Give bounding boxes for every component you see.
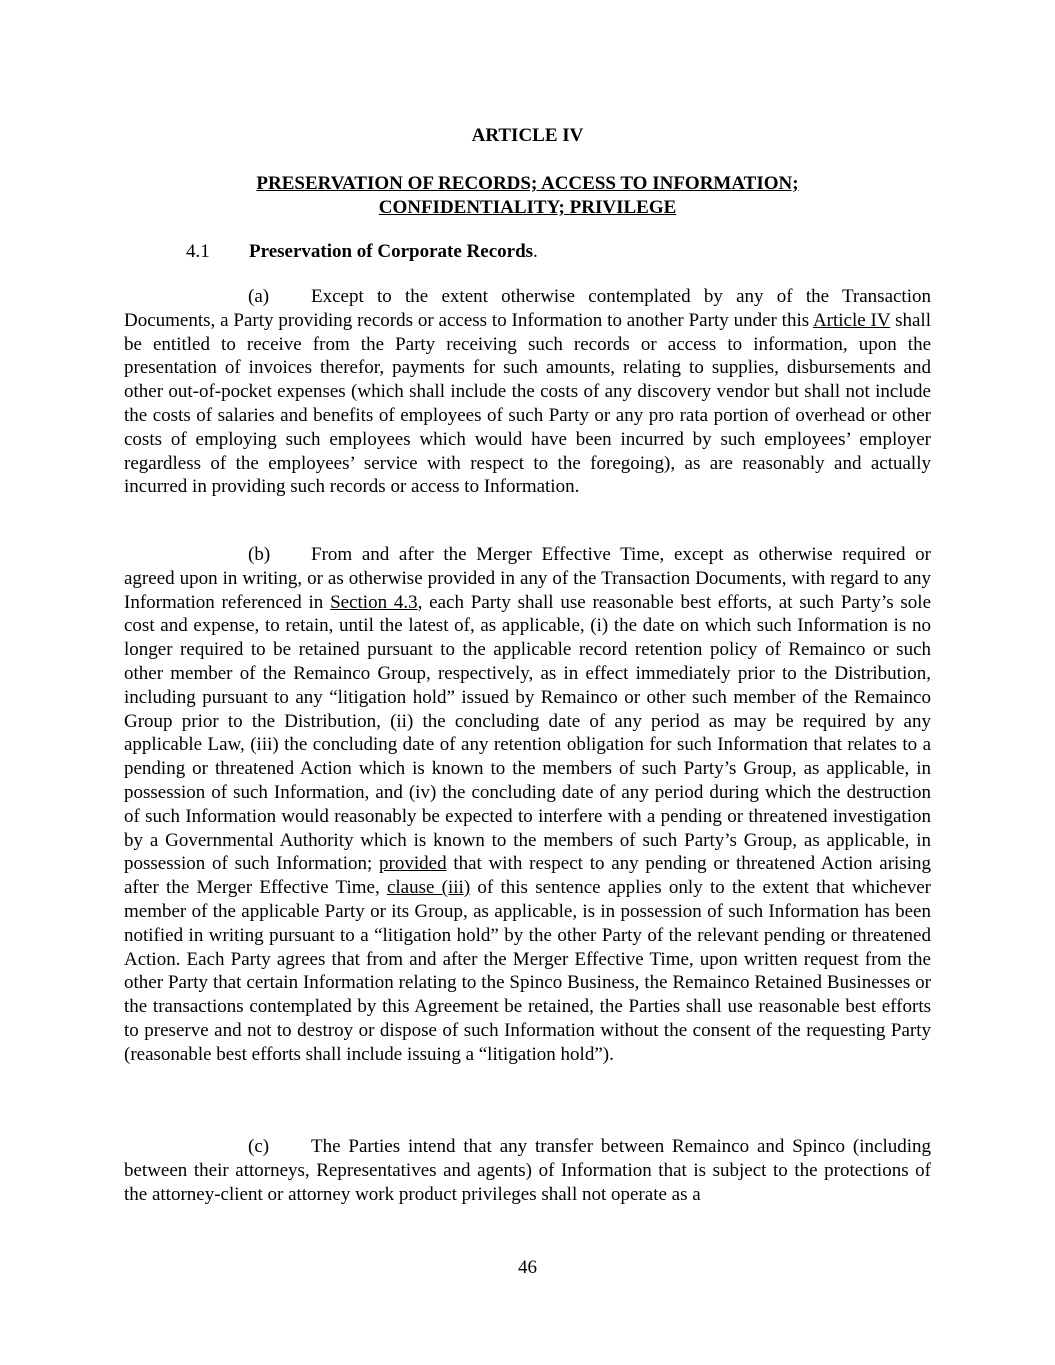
page-number: 46 (518, 1257, 537, 1278)
paragraph-b-label: (b) (248, 544, 271, 565)
paragraph-b-text-4: of this sentence applies only to the extent that whichever member of the applicable Party or its Group, as applicable, is in possession of such Information has been notified in writing pursuant to a “litigation hold” by the other Party of the relevant pending or threatened Action. Each Party agrees that from and after the Merger Effective Time, upon written request from the other Party that certain Information relating to the Spinco Business, the Remainco Retained Businesses or the transactions contemplated by this Agreement be retained, the Parties shall use reasonable best efforts to preserve and not to destroy or dispose of such Information without the consent of the requesting Party (reasonable best efforts shall include issuing a “litigation hold”). (124, 877, 931, 1065)
section-4-3-reference: Section 4.3 (330, 591, 418, 613)
paragraph-b (124, 543, 931, 1067)
article-subtitle (0, 172, 1055, 220)
provided-term: provided (379, 853, 447, 875)
paragraph-a-text-1: Except to the extent otherwise contemplated by any of the Transaction Documents, a Party providing records or access to Information to another Party under this (124, 286, 931, 331)
paragraph-a-text-2: shall be entitled to receive from the Party receiving such records or access to information, upon the presentation of invoices therefor, payments for such amounts, relating to supplies, disbursements and other out-of-pocket expenses (which shall include the costs of any discovery vendor but shall not include the costs of salaries and benefits of employees of such Party or any pro rata portion of overhead or other costs of employing such employees which would have been incurred by such employees’ employer regardless of the employees’ service with respect to the foregoing), as are reasonably and actually incurred in providing such records or access to Information. (124, 309, 931, 498)
article-subtitle-line-2: CONFIDENTIALITY; PRIVILEGE (378, 197, 677, 218)
paragraph-c (124, 1135, 931, 1206)
article-subtitle-line-1: PRESERVATION OF RECORDS; ACCESS TO INFORMATION; (256, 173, 799, 194)
section-number: 4.1 (186, 241, 210, 262)
paragraph-b-text-2: , each Party shall use reasonable best efforts, at such Party’s sole cost and expense, to retain, until the latest of, as applicable, (i) the date on which such Information is no longer required to be retained pursuant to the applicable record retention policy of Remainco or such other member of the Remainco Group, respectively, as in effect immediately prior to the Distribution, including pursuant to any “litigation hold” issued by Remainco or other such member of the Remainco Group prior to the Distribution, (ii) the concluding date of any period as may be required by any applicable Law, (iii) the concluding date of any retention obligation for such Information that relates to a pending or threatened Action which is known to the members of such Party’s Group, as applicable, in possession of such Information, and (iv) the concluding date of any period during which the destruction of such Information would reasonably be expected to interfere with a pending or threatened investigation by a Governmental Authority which is known to the members of such Party’s Group, as applicable, in possession of such Information; (124, 591, 932, 875)
clause-iii-reference: clause (iii) (386, 877, 471, 899)
section-heading (186, 240, 538, 264)
article-iv-reference: Article IV (812, 309, 891, 331)
section-title-period: . (533, 241, 538, 262)
section-title: Preservation of Corporate Records (249, 241, 534, 262)
paragraph-c-text-1: The Parties intend that any transfer between Remainco and Spinco (including between their attorneys, Representatives and agents) of Information that is subject to the protections of the attorney-client or attorney work product privileges shall not operate as a (124, 1136, 931, 1205)
paragraph-b-text-3: that with respect to any pending or threatened Action arising after the Merger Effective Time, (124, 853, 932, 899)
paragraph-a-label: (a) (248, 286, 270, 307)
article-title: ARTICLE IV (471, 125, 584, 146)
paragraph-b-text-1: From and after the Merger Effective Time, except as otherwise required or agreed upon in writing, or as otherwise provided in any of the Transaction Documents, with regard to any Information referenced in (124, 544, 931, 613)
paragraph-c-label: (c) (248, 1136, 270, 1157)
paragraph-a (124, 285, 931, 499)
